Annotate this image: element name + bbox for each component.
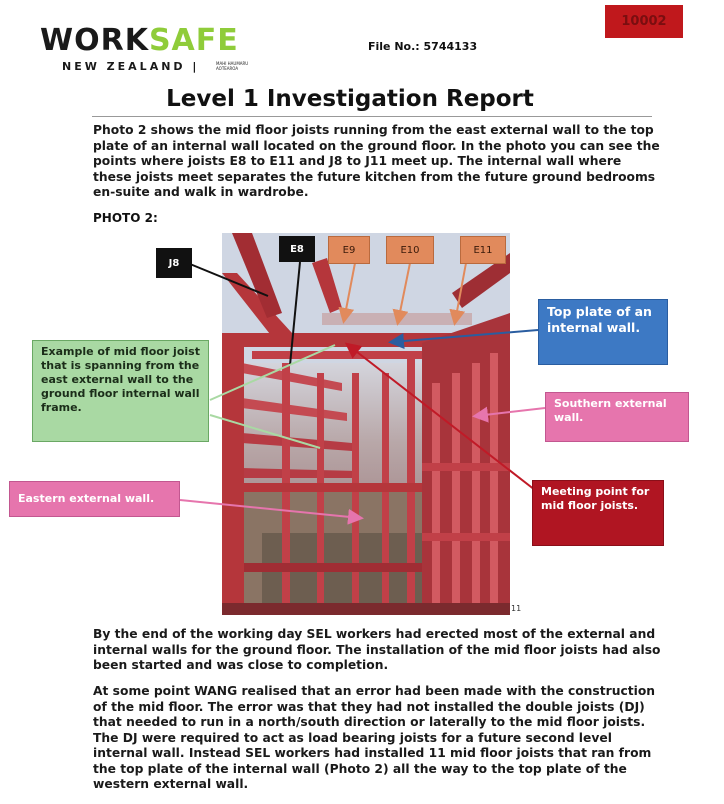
title-divider bbox=[92, 116, 652, 117]
tag-e11: E11 bbox=[460, 236, 506, 264]
callout-southern-wall: Southern external wall. bbox=[545, 392, 689, 442]
logo-subtitle: NEW ZEALAND | bbox=[62, 60, 200, 73]
timber-frame-illustration bbox=[222, 233, 510, 615]
callout-meeting-point: Meeting point for mid floor joists. bbox=[532, 480, 664, 546]
logo-word-work: WORK bbox=[40, 23, 149, 58]
logo-word-safe: SAFE bbox=[148, 23, 239, 58]
tag-e10: E10 bbox=[386, 236, 434, 264]
callout-mid-floor-joist: Example of mid floor joist that is spanning from the east external wall to the ground floor internal wall frame. bbox=[32, 340, 209, 442]
body-paragraph-2: At some point WANG realised that an error had been made with the construction of the mid floor. The error was that they had not installed the double joists (DJ) that needed to run in a north/south direction or laterally to the mid floor joists. The DJ were required to act as load bearing joists for a future second level internal wall. Instead SEL workers had installed 11 mid floor joists that ran from the top plate of the internal wall (Photo 2) all the way to the top plate of the western external wall. bbox=[93, 684, 656, 791]
file-number: File No.: 5744133 bbox=[368, 40, 478, 53]
worksafe-logo bbox=[40, 23, 239, 58]
photo-label: PHOTO 2: bbox=[93, 211, 158, 225]
reference-stamp: 10002 bbox=[605, 5, 683, 38]
callout-eastern-wall: Eastern external wall. bbox=[9, 481, 180, 517]
page-title: Level 1 Investigation Report bbox=[166, 86, 534, 112]
construction-photo bbox=[222, 233, 510, 615]
tag-j8: J8 bbox=[156, 248, 192, 278]
body-paragraph-1: By the end of the working day SEL workers had erected most of the external and internal walls for the ground floor. The installation of the mid floor joists had also been started and was close to completion. bbox=[93, 627, 661, 672]
logo-maori-text: MAHI HAUMARU AOTEAROA bbox=[216, 61, 249, 71]
intro-paragraph: Photo 2 shows the mid floor joists running from the east external wall to the top plate of an internal wall located on the ground floor. In the photo you can see the points where joists E8 to E11 and J8 to J11 meet up. The internal wall where these joists meet separates the future kitchen from the future ground bedrooms en-suite and walk in wardrobe. bbox=[93, 123, 660, 199]
tag-e8: E8 bbox=[279, 236, 315, 262]
photo-number: 11 bbox=[511, 604, 522, 613]
callout-top-plate: Top plate of an internal wall. bbox=[538, 299, 668, 365]
tag-e9: E9 bbox=[328, 236, 370, 264]
